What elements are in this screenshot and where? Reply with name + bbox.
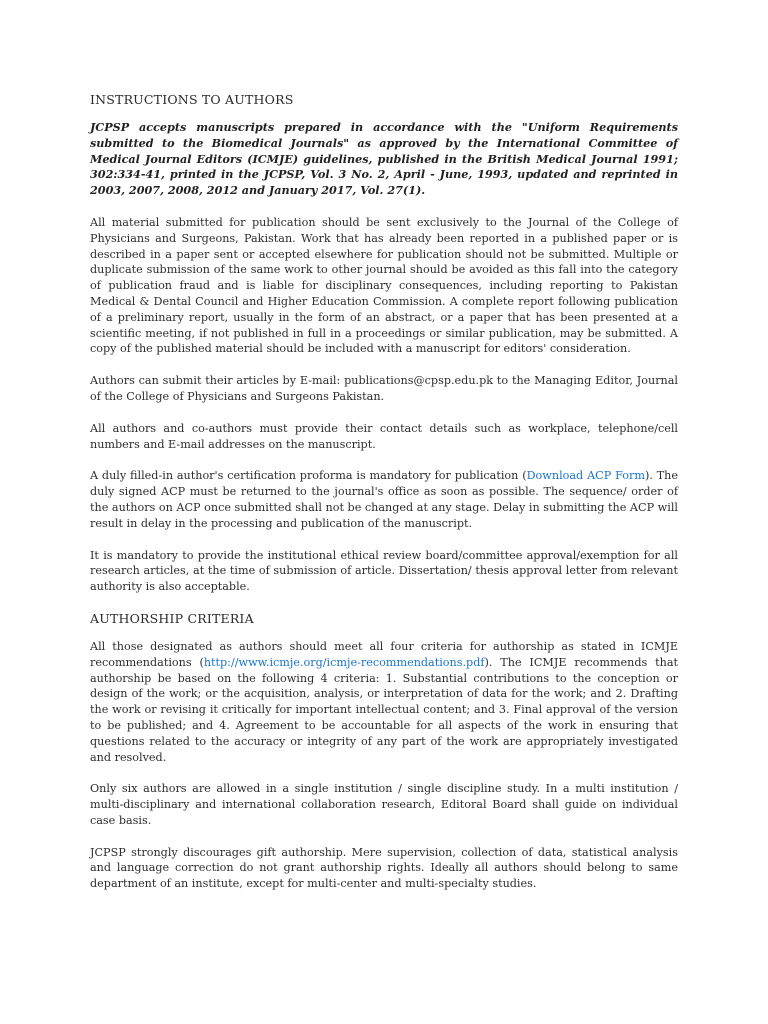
icmje-text-after: ). The ICMJE recommends that authorship be based on the following 4 criteria: 1. Substantial contributions to the conception or design of the work; or the acquisition, analysis, or interpretation of data for the work; and 2. Drafting the work or revising it critically for important intellectual content; and 3. Final approval of the version to be published; and 4. Agreement to be accountable for all aspects of the work in ensuring that questions related to the accuracy or integrity of any part of the work are appropriately investigated and resolved. bbox=[90, 655, 678, 764]
authorship-criteria-heading: AUTHORSHIP CRITERIA bbox=[90, 610, 254, 626]
acp-text-before: A duly filled-in author's certification proforma is mandatory for publication ( bbox=[90, 469, 527, 483]
intro-paragraph: JCPSP accepts manuscripts prepared in accordance with the "Uniform Requirements submitted to the Biomedical Journals" as approved by the International Committee of Medical Journal Editors (ICMJE) guidelines, published in the British Medical Journal 1991; 302:334-41, printed in the JCPSP, Vol. 3 No. 2, April - June, 1993, updated and reprinted in 2003, 2007, 2008, 2012 and January 2017, Vol. 27(1). bbox=[90, 120, 678, 198]
six-authors-paragraph: Only six authors are allowed in a single institution / single discipline study. In a multi institution / multi-disciplinary and international collaboration research, Editoral Board shall guide on individual case basis. bbox=[90, 782, 678, 827]
submission-policy-paragraph: All material submitted for publication should be sent exclusively to the Journal of the College of Physicians and Surgeons, Pakistan. Work that has already been reported in a published paper or is described in a paper sent or accepted elsewhere for publication should not be submitted. Multiple or duplicate submission of the same work to other journal should be avoided as this fall into the category of publication fraud and is liable for disciplinary consequences, including reporting to Pakistan Medical & Dental Council and Higher Education Commission. A complete report following publication of a preliminary report, usually in the form of an abstract, or a paper that has been presented at a scientific meeting, if not published in full in a proceedings or similar publication, may be submitted. A copy of the published material should be included with a manuscript for editors' consideration. bbox=[90, 215, 678, 356]
ethical-review-paragraph: It is mandatory to provide the institutional ethical review board/committee approval/exemption for all research articles, at the time of submission of article. Dissertation/ thesis approval letter from relevant authority is also acceptable. bbox=[90, 548, 678, 594]
acp-text-after: ). The duly signed ACP must be returned to the journal's office as soon as possible. The sequence/ order of the authors on ACP once submitted shall not be changed at any stage. Delay in submitting the ACP will result in delay in the processing and publication of the manuscript. bbox=[90, 469, 679, 530]
download-acp-form-link[interactable]: Download ACP Form bbox=[526, 469, 645, 483]
gift-authorship-paragraph: JCPSP strongly discourages gift authorship. Mere supervision, collection of data, statistical analysis and language correction do not grant authorship rights. Ideally all authors should belong to same department of an institute, except for multi-center and multi-specialty studies. bbox=[90, 845, 678, 891]
icmje-recommendations-link[interactable]: http://www.icmje.org/icmje-recommendations.pdf bbox=[203, 655, 485, 669]
acp-form-paragraph bbox=[90, 468, 678, 531]
icmje-criteria-paragraph bbox=[90, 639, 678, 765]
document-page bbox=[90, 92, 678, 908]
instructions-heading: INSTRUCTIONS TO AUTHORS bbox=[90, 92, 294, 107]
icmje-text-before: All those designated as authors should meet all four criteria for authorship as stated in ICMJE recommendations ( bbox=[90, 639, 678, 669]
email-submission-paragraph: Authors can submit their articles by E-mail: publications@cpsp.edu.pk to the Managing Editor, Journal of the College of Physicians and Surgeons Pakistan. bbox=[90, 374, 678, 403]
contact-details-paragraph: All authors and co-authors must provide their contact details such as workplace, telephone/cell numbers and E-mail addresses on the manuscript. bbox=[90, 421, 678, 451]
